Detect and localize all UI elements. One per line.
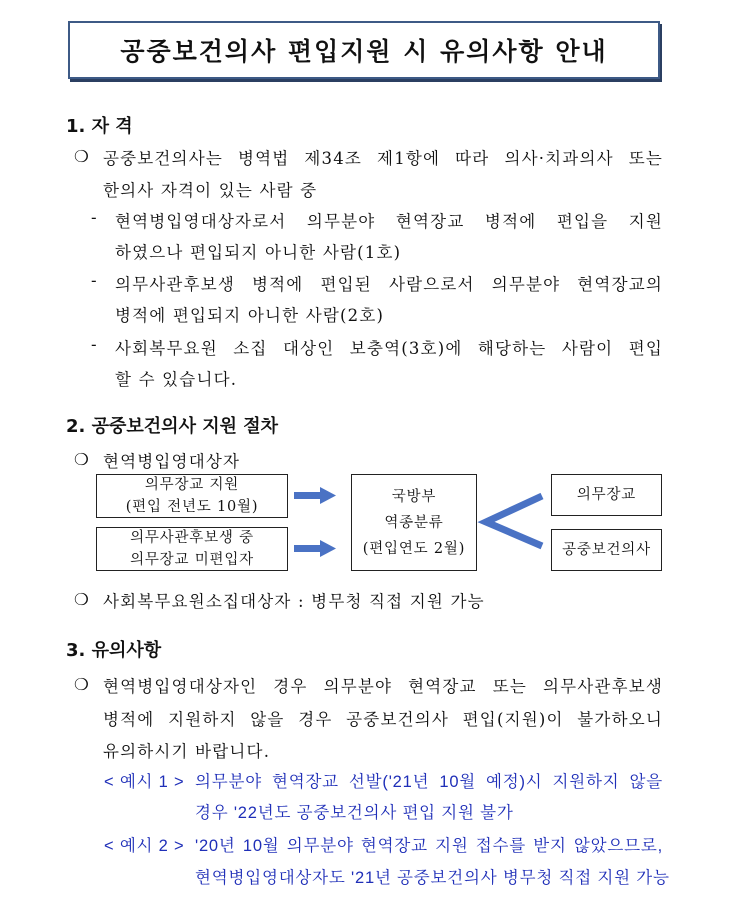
example1-line2: 경우 '22년도 공중보건의사 편입 지원 불가 [195,804,514,822]
example2-line1: '20년 10월 의무분야 현역장교 지원 접수를 받지 않았으므로, [195,837,663,855]
section3-bullet-icon: ❍ [74,675,90,694]
split-arrow-icon [486,496,542,546]
page-title: 공중보건의사 편입지원 시 유의사항 안내 [120,37,608,66]
flow-box2-line2: 의무장교 미편입자 [130,552,254,568]
section1-item1-line1: 현역병입영대상자로서 의무분야 현역장교 병적에 편입을 지원 [115,212,663,231]
example2-line2: 현역병입영대상자도 '21년 공중보건의사 병무청 직접 지원 가능 [195,869,670,887]
dash-icon: - [91,335,98,354]
arrow-right-icon [294,540,336,557]
flow-center-line1: 국방부 [391,488,437,505]
flow-box2-line1: 의무사관후보생 중 [130,530,254,546]
section1-item2-line1: 의무사관후보생 병적에 편입된 사람으로서 의무분야 현역장교의 [115,275,663,294]
dash-icon: - [91,208,98,227]
section3-line2: 병적에 지원하지 않을 경우 공중보건의사 편입(지원)이 불가하오니 [103,710,663,729]
section1-item1-line2: 하였으나 편입되지 아니한 사람(1호) [115,243,402,262]
section1-bullet-icon: ❍ [74,147,90,166]
flow-box1-line2: (편입 전년도 10월) [125,499,259,515]
example2-label: < 예시 2 > [104,837,185,855]
section1-bullet-line1: 공중보건의사는 병역법 제34조 제1항에 따라 의사·치과의사 또는 [103,149,663,168]
section1-item3-line1: 사회복무요원 소집 대상인 보충역(3호)에 해당하는 사람이 편입 [115,339,663,358]
flow-center-line2: 역종분류 [384,514,444,531]
dash-icon: - [91,271,98,290]
example1-label: < 예시 1 > [104,773,185,791]
section3-line1: 현역병입영대상자인 경우 의무분야 현역장교 또는 의무사관후보생 [103,677,663,696]
example1-line1: 의무분야 현역장교 선발('21년 10월 예정)시 지원하지 않을 [195,773,663,791]
section1-item3-line2: 할 수 있습니다. [115,370,238,389]
section1-heading: 1. 자 격 [66,116,133,137]
section3-line3: 유의하시기 바랍니다. [103,742,271,761]
section2-bullet2: 사회복무요원소집대상자 : 병무청 직접 지원 가능 [103,592,485,611]
section2-bullet1: 현역병입영대상자 [103,452,241,471]
section1-item2-line2: 병적에 편입되지 아니한 사람(2호) [115,306,385,325]
flow-center-line3: (편입연도 2월) [362,540,466,557]
arrow-right-icon [294,487,336,504]
section2-bullet-icon: ❍ [74,590,90,609]
section2-bullet-icon: ❍ [74,450,90,469]
flow-box1-line1: 의무장교 지원 [144,477,240,493]
flow-right2: 공중보건의사 [562,542,651,558]
flow-right1: 의무장교 [576,487,637,503]
section2-heading: 2. 공중보건의사 지원 절차 [66,416,279,437]
section1-bullet-line2: 한의사 자격이 있는 사람 중 [103,181,318,200]
section3-heading: 3. 유의사항 [66,640,162,661]
